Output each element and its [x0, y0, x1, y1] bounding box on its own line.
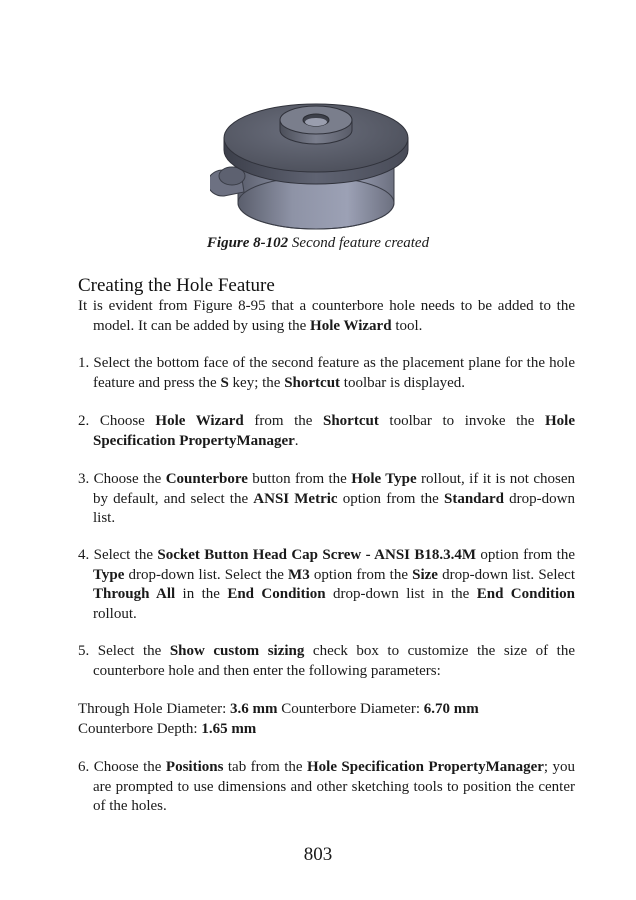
figure-caption-text: Second feature created — [288, 235, 430, 251]
text: drop-down list. Select — [437, 566, 575, 583]
text: 1. Select the bottom face of the second feature as the placement plane for the hole feature and press the — [78, 355, 575, 391]
text: rollout. — [93, 605, 137, 622]
bold-term: Hole Type — [351, 471, 417, 487]
text: check box to customize the size of the counterbore hole and then enter the following parameters: — [93, 643, 576, 679]
bold-term: Hole Wizard — [155, 413, 244, 429]
bold-term: Hole Wizard — [310, 317, 392, 334]
bold-term: Counterbore — [165, 471, 248, 487]
text: 3. Choose the — [78, 471, 166, 487]
bold-term: Socket Button Head Cap Screw - ANSI B18.3.4M — [157, 547, 477, 563]
param-value: 1.65 mm — [201, 720, 257, 737]
text: drop-down list. Select the — [124, 566, 289, 583]
text: drop-down list. — [93, 490, 576, 526]
text: 6. Choose the — [78, 759, 166, 775]
figure-caption — [0, 235, 636, 252]
bold-term: S — [220, 374, 229, 391]
param-value: 6.70 mm — [423, 701, 479, 717]
bold-term: Hole Specification PropertyManager — [307, 759, 544, 775]
bold-term: Shortcut — [322, 413, 379, 429]
step-2 — [78, 412, 575, 451]
text: option from the — [337, 490, 444, 507]
text: ; you are prompted to use dimensions and other sketching tools to position the center of the holes. — [93, 759, 575, 814]
parameters — [78, 700, 560, 739]
section-title: Creating the Hole Feature — [78, 275, 275, 296]
step-4 — [78, 546, 575, 624]
step-1 — [78, 354, 575, 393]
text: toolbar is displayed. — [340, 374, 466, 391]
page-number: 803 — [303, 844, 333, 865]
text: . — [294, 432, 299, 449]
bold-term: Size — [412, 566, 438, 583]
text: It is evident from Figure 8-95 that a counterbore hole needs to be added to the model. It can be added by using the — [78, 298, 575, 334]
text: option from the — [476, 547, 575, 563]
text: toolbar to invoke the — [378, 413, 546, 429]
param-value: 3.6 mm — [230, 701, 278, 717]
bold-term: ANSI Metric — [253, 490, 338, 507]
step-6 — [78, 758, 575, 817]
text: tab from the — [223, 759, 307, 775]
text: drop-down list in the — [325, 586, 477, 602]
bold-term: Type — [93, 566, 125, 583]
text: key; the — [228, 374, 285, 391]
step-5 — [78, 642, 575, 681]
figure-label: Figure 8-102 — [206, 235, 289, 251]
param-label: Through Hole Diameter: — [78, 701, 231, 717]
bold-term: Through All — [93, 586, 176, 602]
text: from the — [243, 413, 323, 429]
bold-term: End Condition — [476, 586, 575, 602]
text: tool. — [391, 317, 423, 334]
text: 4. Select the — [78, 547, 158, 563]
text: button from the — [247, 471, 352, 487]
step-3 — [78, 470, 575, 529]
text: in the — [175, 586, 228, 602]
text: 5. Select the — [78, 643, 170, 659]
model-figure — [210, 78, 420, 238]
bold-term: End Condition — [227, 586, 326, 602]
bold-term: Shortcut — [284, 374, 341, 391]
bold-term: Positions — [165, 759, 224, 775]
param-label: Counterbore Diameter: — [277, 701, 424, 717]
text: 2. Choose — [78, 413, 156, 429]
text: rollout, if it is not chosen by default, and select the — [93, 471, 575, 507]
bold-term: Show custom sizing — [169, 643, 305, 659]
text: option from the — [309, 566, 413, 583]
bold-term: Standard — [444, 490, 505, 507]
bold-term: M3 — [288, 566, 310, 583]
bold-term: Hole Specification PropertyManager — [93, 413, 576, 449]
intro-paragraph — [78, 297, 575, 336]
param-label: Counterbore Depth: — [78, 720, 202, 737]
